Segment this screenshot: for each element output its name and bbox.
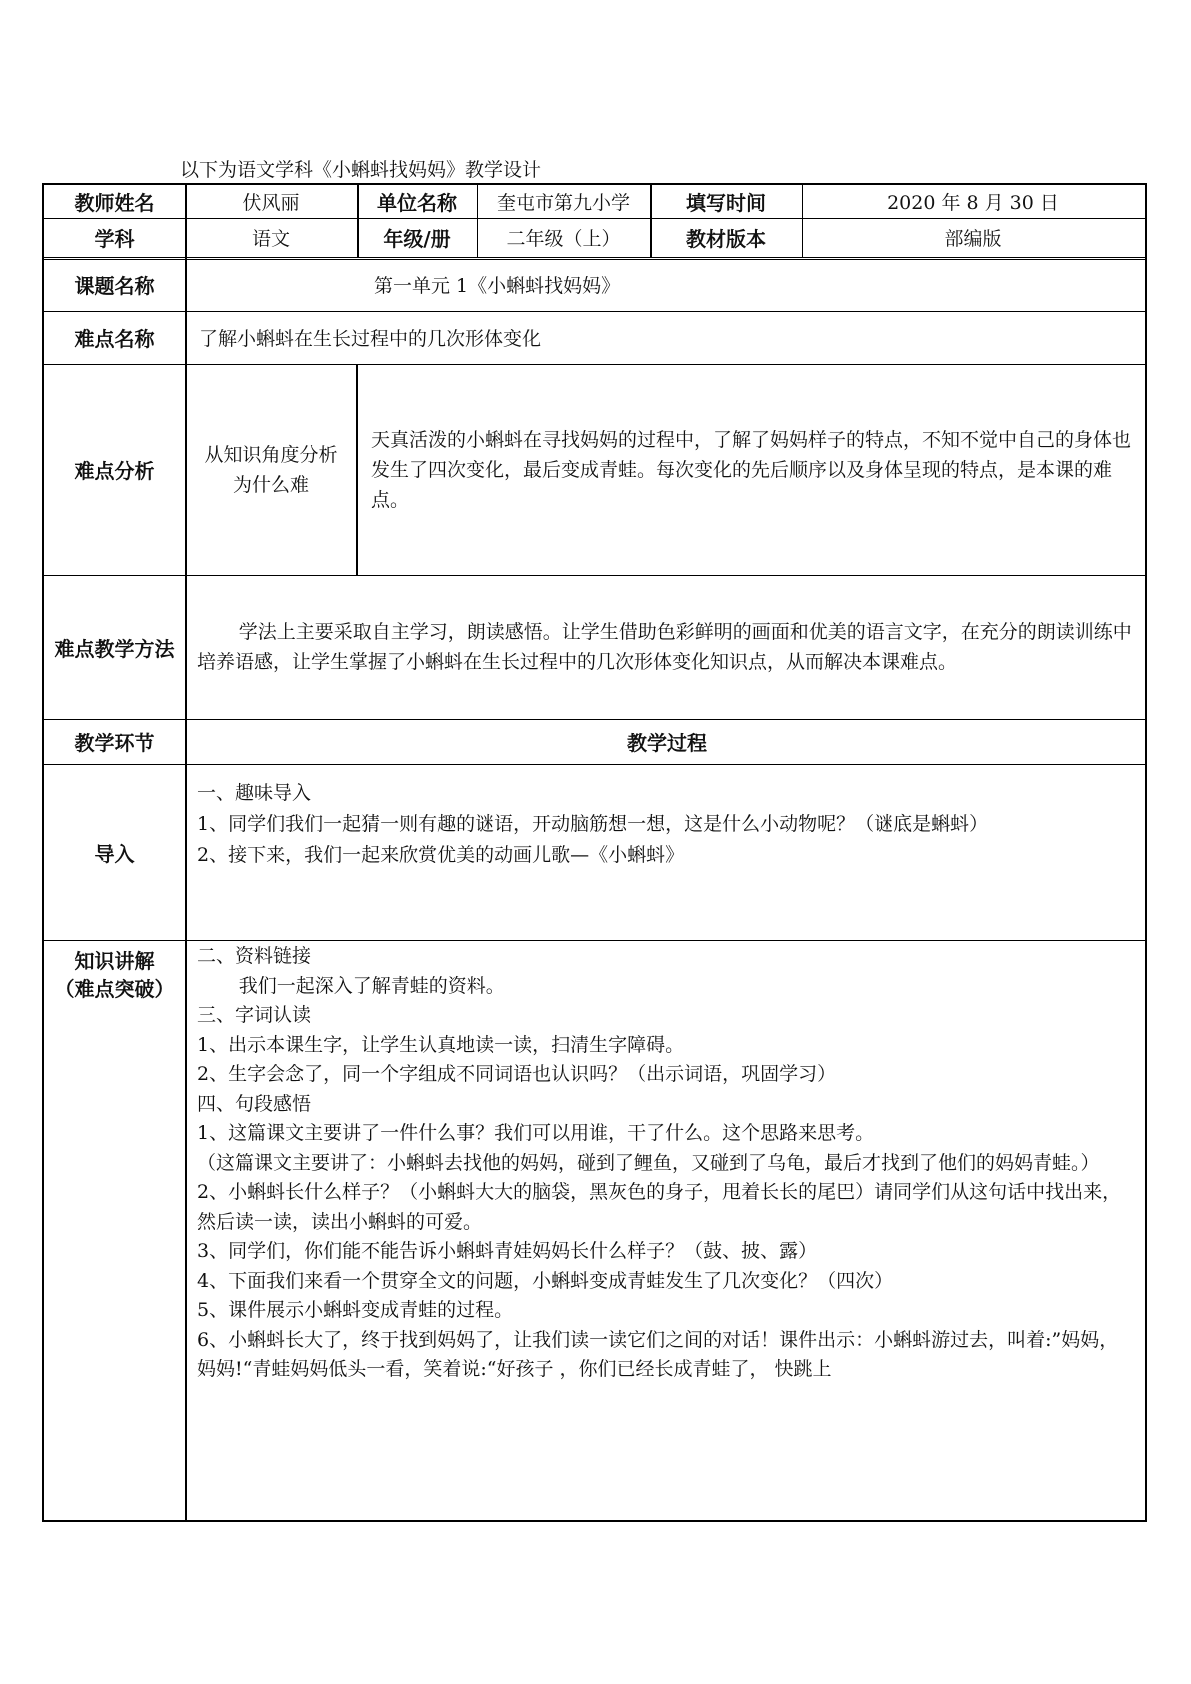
unit-name-value: 奎屯市第九小学 bbox=[496, 192, 630, 214]
grade-label: 年级/册 bbox=[383, 227, 451, 251]
knowledge-line: 2、生字会念了，同一个字组成不同词语也认识吗？（出示词语，巩固学习） bbox=[197, 1063, 837, 1085]
analysis-sub-label: 从知识角度分析为什么难 bbox=[204, 443, 338, 496]
method-label: 难点教学方法 bbox=[54, 636, 175, 661]
knowledge-label-line1: 知识讲解 bbox=[74, 949, 155, 973]
knowledge-line: 3、同学们，你们能不能告诉小蝌蚪青娃妈妈长什么样子？（鼓、披、露） bbox=[197, 1240, 818, 1262]
knowledge-line: 1、出示本课生字，让学生认真地读一读，扫清生字障碍。 bbox=[197, 1033, 685, 1056]
unit-name-label: 单位名称 bbox=[377, 191, 457, 215]
intro-line: 一、趣味导入 bbox=[197, 782, 312, 804]
knowledge-line: （这篇课文主要讲了：小蝌蚪去找他的妈妈，碰到了鲤鱼，又碰到了乌龟，最后才找到了他们的妈妈青蛙。） bbox=[197, 1151, 1100, 1174]
knowledge-line: 三、字词认读 bbox=[197, 1004, 312, 1026]
knowledge-line: 6、小蝌蚪长大了，终于找到妈妈了，让我们读一读它们之间的对话！课件出示：小蝌蚪游过去，叫着:”妈妈， 妈妈!“青蛙妈妈低头一看，笑着说:“好孩子 ，你们已经长成青蛙了， 快跳上 bbox=[197, 1328, 1119, 1380]
analysis-text: 天真活泼的小蝌蚪在寻找妈妈的过程中，了解了妈妈样子的特点，不知不觉中自己的身体也发生了四次变化，最后变成青蛙。每次变化的先后顺序以及身体呈现的特点，是本课的难点。 bbox=[371, 428, 1132, 511]
teacher-name-label: 教师姓名 bbox=[74, 191, 155, 215]
edition-label: 教材版本 bbox=[686, 227, 766, 251]
subject-value: 语文 bbox=[251, 228, 290, 250]
method-text: 学法上主要采取自主学习，朗读感悟。让学生借助色彩鲜明的画面和优美的语言文字，在充分的朗读训练中培养语感，让学生掌握了小蝌蚪在生长过程中的几次形体变化知识点，从而解决本课难点。 bbox=[197, 621, 1132, 673]
intro-line: 2、接下来，我们一起来欣赏优美的动画儿歌—《小蝌蚪》 bbox=[197, 844, 685, 866]
knowledge-line: 2、小蝌蚪长什么样子？（小蝌蚪大大的脑袋，黑灰色的身子，甩着长长的尾巴）请同学们从这句话中找出来，然后读一读，读出小蝌蚪的可爱。 bbox=[197, 1181, 1122, 1233]
intro-section-content bbox=[185, 764, 1149, 940]
analysis-label: 难点分析 bbox=[74, 459, 155, 483]
knowledge-line: 二、资料链接 bbox=[197, 945, 312, 967]
knowledge-content bbox=[185, 940, 1149, 1524]
knowledge-line: 我们一起深入了解青蛙的资料。 bbox=[238, 974, 505, 997]
process-stage-label: 教学环节 bbox=[74, 731, 155, 755]
method-text-cell bbox=[185, 575, 1149, 719]
knowledge-line: 5、课件展示小蝌蚪变成青蛙的过程。 bbox=[197, 1299, 514, 1321]
knowledge-line: 四、句段感悟 bbox=[197, 1092, 312, 1115]
analysis-text-cell bbox=[357, 364, 1149, 575]
teacher-name-value: 伏风丽 bbox=[242, 192, 300, 214]
topic-label: 课题名称 bbox=[74, 273, 155, 298]
difficulty-value: 了解小蝌蚪在生长过程中的几次形体变化 bbox=[199, 328, 542, 350]
fill-date-value: 2020 年 8 月 30 日 bbox=[887, 192, 1059, 214]
lesson-plan-table bbox=[42, 183, 1147, 1522]
topic-value: 第一单元 1《小蝌蚪找妈妈》 bbox=[374, 274, 621, 297]
grade-value: 二年级（上） bbox=[506, 228, 621, 250]
knowledge-label-line2: （难点突破） bbox=[54, 977, 175, 1001]
fill-date-label: 填写时间 bbox=[686, 191, 766, 215]
intro-line: 1、同学们我们一起猜一则有趣的谜语，开动脑筋想一想，这是什么小动物呢？（谜底是蝌蚪） bbox=[197, 813, 989, 835]
process-header: 教学过程 bbox=[627, 731, 707, 755]
edition-value: 部编版 bbox=[944, 228, 1002, 250]
knowledge-line: 1、这篇课文主要讲了一件什么事？我们可以用谁，干了什么。这个思路来思考。 bbox=[197, 1122, 875, 1144]
knowledge-label bbox=[44, 940, 185, 1010]
difficulty-label: 难点名称 bbox=[74, 327, 155, 351]
intro-section-label: 导入 bbox=[94, 841, 135, 866]
subject-label: 学科 bbox=[94, 227, 135, 251]
knowledge-line: 4、下面我们来看一个贯穿全文的问题，小蝌蚪变成青蛙发生了几次变化？（四次） bbox=[197, 1269, 894, 1292]
document-intro: 以下为语文学科《小蝌蚪找妈妈》教学设计 bbox=[180, 159, 542, 181]
